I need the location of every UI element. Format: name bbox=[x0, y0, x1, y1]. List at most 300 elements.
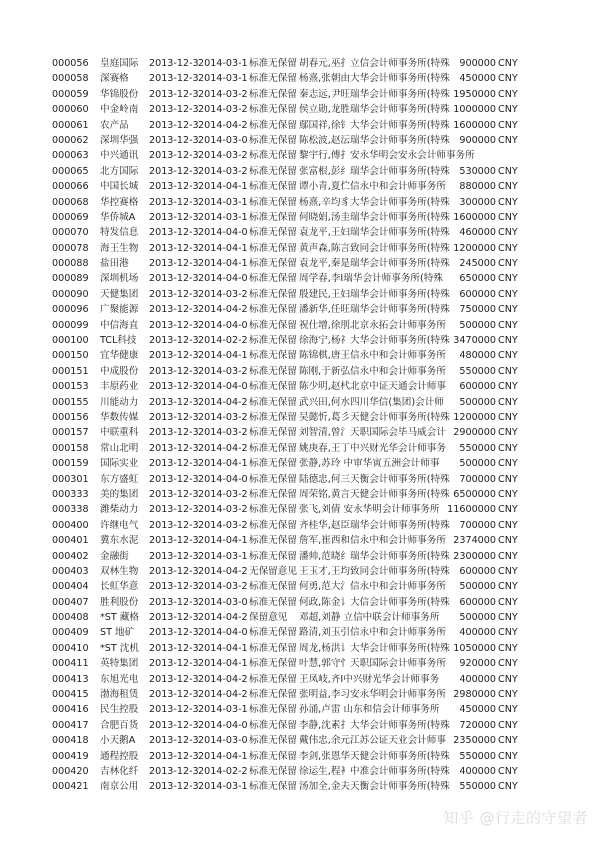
report-date: 2014-03-0 bbox=[198, 735, 248, 747]
audit-opinion: 标准无保留 bbox=[249, 411, 297, 423]
auditor-firm: 祝仕增,徐刖北京永拓会计师事务所 bbox=[299, 319, 446, 331]
report-date: 2014-04-1 bbox=[198, 750, 248, 762]
audit-fee: 1600000 bbox=[453, 119, 496, 131]
company-name: *ST 藏格 bbox=[100, 612, 139, 624]
report-date: 2014-04-0 bbox=[198, 273, 248, 285]
audit-fee: 1000000 bbox=[453, 104, 496, 116]
audit-fee: 600000 bbox=[459, 565, 496, 577]
stock-code: 000068 bbox=[52, 196, 89, 208]
audit-opinion: 标准无保留 bbox=[249, 288, 297, 300]
period-end-date: 2013-12-3 bbox=[149, 119, 199, 131]
stock-code: 000417 bbox=[52, 719, 89, 731]
report-date: 2014-03-0 bbox=[198, 596, 248, 608]
currency: CNY bbox=[498, 750, 518, 762]
currency: CNY bbox=[498, 504, 518, 516]
stock-code: 000415 bbox=[52, 689, 89, 701]
auditor-firm: 杨熹,辛均豸大华会计师事务所(特殊 bbox=[299, 196, 450, 208]
auditor-firm: 路清,刘玉引信永中和会计师事务所 bbox=[299, 627, 446, 639]
stock-code: 000063 bbox=[52, 150, 89, 162]
auditor-firm: 黄声森,陈言致同会计师事务所(特殊 bbox=[299, 242, 450, 254]
audit-fee: 2300000 bbox=[453, 550, 496, 562]
company-name: 中国长城 bbox=[100, 181, 139, 193]
auditor-firm: 何勇,范大氵信永中和会计师事务所 bbox=[299, 581, 446, 593]
period-end-date: 2013-12-3 bbox=[149, 350, 199, 362]
company-name: 胜利股份 bbox=[100, 596, 139, 608]
stock-code: 000058 bbox=[52, 73, 89, 85]
company-name: 北方国际 bbox=[100, 165, 139, 177]
stock-code: 000088 bbox=[52, 258, 89, 270]
period-end-date: 2013-12-3 bbox=[149, 627, 199, 639]
currency: CNY bbox=[498, 411, 518, 423]
audit-opinion: 标准无保留 bbox=[249, 735, 297, 747]
report-date: 2014-04-2 bbox=[198, 442, 248, 454]
audit-opinion: 标准无保留 bbox=[249, 535, 297, 547]
report-date: 2014-03-2 bbox=[198, 427, 248, 439]
audit-fee: 920000 bbox=[459, 658, 496, 670]
company-name: 英特集团 bbox=[100, 658, 139, 670]
audit-fee: 400000 bbox=[459, 627, 496, 639]
audit-opinion: 标准无保留 bbox=[249, 196, 297, 208]
audit-fee: 450000 bbox=[459, 704, 496, 716]
audit-opinion: 标准无保留 bbox=[249, 519, 297, 531]
report-date: 2014-03-1 bbox=[198, 704, 248, 716]
period-end-date: 2013-12-3 bbox=[149, 658, 199, 670]
audit-opinion: 标准无保留 bbox=[249, 227, 297, 239]
company-name: 宜华健康 bbox=[100, 350, 139, 362]
period-end-date: 2013-12-3 bbox=[149, 411, 199, 423]
stock-code: 000070 bbox=[52, 227, 89, 239]
audit-fee: 550000 bbox=[459, 442, 496, 454]
period-end-date: 2013-12-3 bbox=[149, 319, 199, 331]
auditor-firm: 张静,苏玲 中审华寅五洲会计师事 bbox=[299, 458, 440, 470]
report-date: 2014-03-1 bbox=[198, 211, 248, 223]
company-name: 中兴通讯 bbox=[100, 150, 139, 162]
audit-fee: 450000 bbox=[459, 73, 496, 85]
report-date: 2014-03-2 bbox=[198, 365, 248, 377]
report-date: 2014-03-2 bbox=[198, 488, 248, 500]
period-end-date: 2013-12-3 bbox=[149, 565, 199, 577]
report-date: 2014-04-1 bbox=[198, 242, 248, 254]
report-date: 2014-04-1 bbox=[198, 181, 248, 193]
auditor-firm: 徐运生,程衤中准会计师事务所(特殊 bbox=[299, 765, 450, 777]
report-date: 2014-03-2 bbox=[198, 519, 248, 531]
auditor-firm: 刘智清,曾氵天职国际会毕马威会计 bbox=[299, 427, 446, 439]
currency: CNY bbox=[498, 612, 518, 624]
company-name: 皇庭国际 bbox=[100, 58, 139, 69]
company-name: 华数传媒 bbox=[100, 411, 139, 423]
currency: CNY bbox=[498, 719, 518, 731]
audit-fee: 245000 bbox=[459, 258, 496, 270]
audit-opinion: 标准无保留 bbox=[249, 473, 297, 485]
stock-code: 000155 bbox=[52, 396, 89, 408]
stock-code: 000333 bbox=[52, 488, 89, 500]
audit-opinion: 标准无保留 bbox=[249, 150, 297, 162]
auditor-firm: 詹军,崔西和信永中和会计师事务所 bbox=[299, 535, 446, 547]
currency: CNY bbox=[498, 689, 518, 701]
report-date: 2014-04-2 bbox=[198, 673, 248, 685]
stock-code: 000401 bbox=[52, 535, 89, 547]
auditor-firm: 潘新华,任旺瑞华会计师事务所(特殊 bbox=[299, 304, 450, 316]
stock-code: 000416 bbox=[52, 704, 89, 716]
company-name: 小天鹅A bbox=[100, 735, 136, 747]
audit-opinion: 标准无保留 bbox=[249, 381, 297, 393]
auditor-firm: 陈少明,赵杙北京中证天通会计师事 bbox=[299, 381, 446, 393]
audit-opinion: 标准无保留 bbox=[249, 119, 297, 131]
currency: CNY bbox=[498, 535, 518, 547]
company-name: 深赛格 bbox=[100, 73, 129, 85]
audit-fee: 400000 bbox=[459, 673, 496, 685]
period-end-date: 2013-12-3 bbox=[149, 273, 199, 285]
audit-opinion: 标准无保留 bbox=[249, 335, 297, 347]
auditor-firm: 叶慧,郭守忄天职国际会计师事务所 bbox=[299, 658, 446, 670]
currency: CNY bbox=[498, 88, 518, 100]
audit-opinion: 标准无保留 bbox=[249, 350, 297, 362]
company-name: 中金岭南 bbox=[100, 104, 139, 116]
currency: CNY bbox=[498, 781, 518, 793]
stock-code: 000059 bbox=[52, 88, 89, 100]
stock-code: 000413 bbox=[52, 673, 89, 685]
currency: CNY bbox=[498, 181, 518, 193]
audit-opinion: 标准无保留 bbox=[249, 719, 297, 731]
period-end-date: 2013-12-3 bbox=[149, 488, 199, 500]
auditor-firm: 陈刚,于新弘信永中和会计师事务所 bbox=[299, 365, 446, 377]
period-end-date: 2013-12-3 bbox=[149, 365, 199, 377]
auditor-firm: 鄢国祥,徐钅大华会计师事务所(特殊 bbox=[299, 119, 450, 131]
stock-code: 000062 bbox=[52, 134, 89, 146]
report-date: 2014-04-1 bbox=[198, 458, 248, 470]
report-date: 2014-03-2 bbox=[198, 88, 248, 100]
company-name: 中成股份 bbox=[100, 365, 139, 377]
audit-opinion: 标准无保留 bbox=[249, 319, 297, 331]
stock-code: 000338 bbox=[52, 504, 89, 516]
currency: CNY bbox=[498, 134, 518, 146]
stock-code: 000089 bbox=[52, 273, 89, 285]
stock-code: 000159 bbox=[52, 458, 89, 470]
stock-code: 000301 bbox=[52, 473, 89, 485]
period-end-date: 2013-12-3 bbox=[149, 335, 199, 347]
stock-code: 000061 bbox=[52, 119, 89, 131]
stock-code: 000419 bbox=[52, 750, 89, 762]
auditor-firm: 孙涌,卢雷 山东和信会计师事务所 bbox=[299, 704, 440, 716]
currency: CNY bbox=[498, 288, 518, 300]
auditor-firm: 陆德忠,何三天衡会计师事务所(特殊 bbox=[299, 473, 450, 485]
audit-fee: 700000 bbox=[459, 519, 496, 531]
stock-code: 000402 bbox=[52, 550, 89, 562]
period-end-date: 2013-12-3 bbox=[149, 735, 199, 747]
company-name: 许继电气 bbox=[100, 519, 139, 531]
audit-opinion: 标准无保留 bbox=[249, 304, 297, 316]
auditor-firm: 谭小青,夏伫信永中和会计师事务所 bbox=[299, 181, 446, 193]
currency: CNY bbox=[498, 104, 518, 116]
period-end-date: 2013-12-3 bbox=[149, 673, 199, 685]
auditor-firm: 周学春,李I瑞华会计师事务所(特殊 bbox=[299, 273, 443, 285]
currency: CNY bbox=[498, 596, 518, 608]
stock-code: 000404 bbox=[52, 581, 89, 593]
auditor-firm: 徐海宁,杨礻大华会计师事务所(特殊 bbox=[299, 335, 450, 347]
company-name: 冀东水泥 bbox=[100, 535, 139, 547]
audit-fee: 1050000 bbox=[453, 642, 496, 654]
audit-fee: 700000 bbox=[459, 473, 496, 485]
report-date: 2014-04-2 bbox=[198, 612, 248, 624]
stock-code: 000403 bbox=[52, 565, 89, 577]
audit-opinion: 无保留意见 bbox=[249, 565, 297, 577]
auditor-firm: 周荣铭,黄言天健会计师事务所(特殊 bbox=[299, 488, 450, 500]
period-end-date: 2013-12-3 bbox=[149, 242, 199, 254]
period-end-date: 2013-12-3 bbox=[149, 550, 199, 562]
period-end-date: 2013-12-3 bbox=[149, 442, 199, 454]
audit-opinion: 标准无保留 bbox=[249, 442, 297, 454]
currency: CNY bbox=[498, 350, 518, 362]
company-name: 华侨城A bbox=[100, 211, 136, 223]
audit-opinion: 标准无保留 bbox=[249, 365, 297, 377]
audit-opinion: 标准无保留 bbox=[249, 165, 297, 177]
auditor-firm: 齐桂华,赵臣瑞华会计师事务所(特殊 bbox=[299, 519, 450, 531]
audit-opinion: 标准无保留 bbox=[249, 581, 297, 593]
stock-code: 000100 bbox=[52, 335, 89, 347]
audit-fee: 3470000 bbox=[453, 335, 496, 347]
report-date: 2014-04-1 bbox=[198, 642, 248, 654]
report-date: 2014-04-0 bbox=[198, 473, 248, 485]
audit-fee: 2900000 bbox=[453, 427, 496, 439]
audit-fee: 1200000 bbox=[453, 411, 496, 423]
audit-opinion: 标准无保留 bbox=[249, 458, 297, 470]
stock-code: 000420 bbox=[52, 765, 89, 777]
stock-code: 000069 bbox=[52, 211, 89, 223]
audit-fee: 530000 bbox=[459, 165, 496, 177]
audit-fee: 650000 bbox=[459, 273, 496, 285]
audit-opinion: 标准无保留 bbox=[249, 104, 297, 116]
audit-opinion: 标准无保留 bbox=[249, 181, 297, 193]
stock-code: 000099 bbox=[52, 319, 89, 331]
stock-code: 000150 bbox=[52, 350, 89, 362]
audit-opinion: 标准无保留 bbox=[249, 673, 297, 685]
audit-fee: 2374000 bbox=[453, 535, 496, 547]
period-end-date: 2013-12-3 bbox=[149, 196, 199, 208]
currency: CNY bbox=[498, 319, 518, 331]
report-date: 2014-04-2 bbox=[198, 689, 248, 701]
audit-opinion: 标准无保留 bbox=[249, 642, 297, 654]
auditor-firm: 黎宇行,傅扌安永华明会安永会计师事务所 bbox=[299, 150, 475, 162]
currency: CNY bbox=[498, 119, 518, 131]
audit-fee: 1200000 bbox=[453, 242, 496, 254]
currency: CNY bbox=[498, 396, 518, 408]
audit-fee: 1950000 bbox=[453, 88, 496, 100]
currency: CNY bbox=[498, 427, 518, 439]
company-name: 深圳华强 bbox=[100, 134, 139, 146]
report-date: 2014-03-2 bbox=[198, 104, 248, 116]
report-date: 2014-04-2 bbox=[198, 396, 248, 408]
company-name: 金融街 bbox=[100, 550, 129, 562]
company-name: 天健集团 bbox=[100, 288, 139, 300]
company-name: 中信海直 bbox=[100, 319, 139, 331]
currency: CNY bbox=[498, 335, 518, 347]
report-date: 2014-03-0 bbox=[198, 134, 248, 146]
auditor-firm: 戴伟忠,余元江苏公证天业会计师事 bbox=[299, 735, 446, 747]
audit-opinion: 标准无保留 bbox=[249, 58, 297, 69]
period-end-date: 2013-12-3 bbox=[149, 165, 199, 177]
auditor-firm: 武兴田,何水四川华信(集团)会计师 bbox=[299, 396, 444, 408]
report-date: 2014-03-2 bbox=[198, 411, 248, 423]
auditor-firm: 何政,陈金讠大信会计师事务所(特殊 bbox=[299, 596, 450, 608]
company-name: 民生控股 bbox=[100, 704, 139, 716]
report-date: 2014-04-0 bbox=[198, 627, 248, 639]
period-end-date: 2013-12-3 bbox=[149, 642, 199, 654]
auditor-firm: 秦志远,尹旺瑞华会计师事务所(特殊 bbox=[299, 88, 450, 100]
company-name: 中联重科 bbox=[100, 427, 139, 439]
audit-fee: 1600000 bbox=[453, 211, 496, 223]
audit-fee: 2980000 bbox=[453, 689, 496, 701]
audit-opinion: 标准无保留 bbox=[249, 73, 297, 85]
report-date: 2014-03-1 bbox=[198, 196, 248, 208]
currency: CNY bbox=[498, 196, 518, 208]
company-name: 丰原药业 bbox=[100, 381, 139, 393]
stock-code: 000156 bbox=[52, 411, 89, 423]
period-end-date: 2013-12-3 bbox=[149, 750, 199, 762]
auditor-firm: 姚庚春,王丁中兴财光华会计师事务 bbox=[299, 442, 446, 454]
auditor-firm: 胡春元,巫扌立信会计师事务所(特殊 bbox=[299, 58, 450, 69]
stock-code: 000153 bbox=[52, 381, 89, 393]
company-name: 盐田港 bbox=[100, 258, 129, 270]
company-name: TCL科技 bbox=[100, 335, 137, 347]
company-name: 南京公用 bbox=[100, 781, 139, 793]
period-end-date: 2013-12-3 bbox=[149, 581, 199, 593]
report-date: 2014-03-2 bbox=[198, 288, 248, 300]
period-end-date: 2013-12-3 bbox=[149, 211, 199, 223]
company-name: 长虹华意 bbox=[100, 581, 139, 593]
audit-fee: 550000 bbox=[459, 365, 496, 377]
currency: CNY bbox=[498, 473, 518, 485]
auditor-firm: 殷建民,王妇瑞华会计师事务所(特殊 bbox=[299, 288, 450, 300]
period-end-date: 2013-12-3 bbox=[149, 612, 199, 624]
currency: CNY bbox=[498, 58, 518, 69]
report-date: 2014-02-2 bbox=[198, 765, 248, 777]
period-end-date: 2013-12-3 bbox=[149, 104, 199, 116]
period-end-date: 2013-12-3 bbox=[149, 227, 199, 239]
company-name: 国际实业 bbox=[100, 458, 139, 470]
auditor-firm: 侯立勋,龙胜瑞华会计师事务所(特殊 bbox=[299, 104, 450, 116]
period-end-date: 2013-12-3 bbox=[149, 519, 199, 531]
period-end-date: 2013-12-3 bbox=[149, 765, 199, 777]
audit-opinion: 标准无保留 bbox=[249, 750, 297, 762]
auditor-firm: 王凤岐,齐I中兴财光华会计师事务 bbox=[299, 673, 440, 685]
period-end-date: 2013-12-3 bbox=[149, 73, 199, 85]
period-end-date: 2013-12-3 bbox=[149, 596, 199, 608]
auditor-firm: 陈松波,赵沄瑞华会计师事务所(特殊 bbox=[299, 134, 450, 146]
report-date: 2014-04-2 bbox=[198, 565, 248, 577]
company-name: 农产品 bbox=[100, 119, 129, 131]
audit-opinion: 标准无保留 bbox=[249, 134, 297, 146]
report-date: 2014-03-1 bbox=[198, 73, 248, 85]
currency: CNY bbox=[498, 550, 518, 562]
stock-code: 000407 bbox=[52, 596, 89, 608]
stock-code: 000065 bbox=[52, 165, 89, 177]
auditor-firm: 潘帅,范晓纟瑞华会计师事务所(特殊 bbox=[299, 550, 450, 562]
period-end-date: 2013-12-3 bbox=[149, 181, 199, 193]
company-name: 华控赛格 bbox=[100, 196, 139, 208]
stock-code: 000158 bbox=[52, 442, 89, 454]
audit-opinion: 标准无保留 bbox=[249, 781, 297, 793]
auditor-firm: 邓超,刘静 立信中联会计师事务所 bbox=[299, 612, 440, 624]
company-name: 深圳机场 bbox=[100, 273, 139, 285]
company-name: 吉林化纤 bbox=[100, 765, 139, 777]
currency: CNY bbox=[498, 658, 518, 670]
company-name: 东旭光电 bbox=[100, 673, 139, 685]
watermark: 知乎 @行走的守望者 bbox=[443, 809, 588, 827]
audit-opinion: 标准无保留 bbox=[249, 704, 297, 716]
report-date: 2014-04-0 bbox=[198, 719, 248, 731]
audit-opinion: 标准无保留 bbox=[249, 258, 297, 270]
audit-fee: 750000 bbox=[459, 304, 496, 316]
company-name: 常山北明 bbox=[100, 442, 139, 454]
currency: CNY bbox=[498, 442, 518, 454]
audit-fee: 500000 bbox=[459, 581, 496, 593]
company-name: 东方盛虹 bbox=[100, 473, 139, 485]
company-name: 潍柴动力 bbox=[100, 504, 139, 516]
auditor-firm: 袁龙平,王妇瑞华会计师事务所(特殊 bbox=[299, 227, 450, 239]
audit-opinion: 标准无保留 bbox=[249, 504, 297, 516]
period-end-date: 2013-12-3 bbox=[149, 88, 199, 100]
company-name: 海王生物 bbox=[100, 242, 139, 254]
period-end-date: 2013-12-3 bbox=[149, 504, 199, 516]
currency: CNY bbox=[498, 242, 518, 254]
company-name: 双林生物 bbox=[100, 565, 139, 577]
audit-fee: 6500000 bbox=[453, 488, 496, 500]
period-end-date: 2013-12-3 bbox=[149, 427, 199, 439]
auditor-firm: 张飞,刘倩 安永华明会计师事务所 bbox=[299, 504, 440, 516]
currency: CNY bbox=[498, 227, 518, 239]
currency: CNY bbox=[498, 565, 518, 577]
auditor-firm: 杨熹,张朝由大华会计师事务所(特殊 bbox=[299, 73, 450, 85]
period-end-date: 2013-12-3 bbox=[149, 58, 199, 69]
auditor-firm: 吴懿忻,葛彡天健会计师事务所(特殊 bbox=[299, 411, 450, 423]
audit-opinion: 标准无保留 bbox=[249, 396, 297, 408]
currency: CNY bbox=[498, 165, 518, 177]
auditor-firm: 李静,沈素扌大华会计师事务所(特殊 bbox=[299, 719, 450, 731]
auditor-firm: 周龙,杨洪讠大华会计师事务所(特殊 bbox=[299, 642, 450, 654]
audit-fee: 500000 bbox=[459, 612, 496, 624]
report-date: 2014-03-1 bbox=[198, 550, 248, 562]
currency: CNY bbox=[498, 765, 518, 777]
audit-fee: 500000 bbox=[459, 458, 496, 470]
stock-code: 000090 bbox=[52, 288, 89, 300]
auditor-firm: 陈锦棋,唐王信永中和会计师事务所 bbox=[299, 350, 446, 362]
audit-fee: 460000 bbox=[459, 227, 496, 239]
period-end-date: 2013-12-3 bbox=[149, 288, 199, 300]
audit-fee: 900000 bbox=[459, 134, 496, 146]
report-date: 2014-04-0 bbox=[198, 381, 248, 393]
audit-opinion: 标准无保留 bbox=[249, 550, 297, 562]
audit-fee: 2350000 bbox=[453, 735, 496, 747]
period-end-date: 2013-12-3 bbox=[149, 781, 199, 793]
currency: CNY bbox=[498, 581, 518, 593]
audit-fee: 720000 bbox=[459, 719, 496, 731]
audit-opinion: 标准无保留 bbox=[249, 488, 297, 500]
company-name: *ST 沈机 bbox=[100, 642, 139, 654]
report-date: 2014-03-2 bbox=[198, 165, 248, 177]
currency: CNY bbox=[498, 211, 518, 223]
auditor-firm: 张明益,李习安永华明会计师事务所 bbox=[299, 689, 446, 701]
stock-code: 000157 bbox=[52, 427, 89, 439]
report-date: 2014-03-1 bbox=[198, 58, 248, 69]
stock-code: 000078 bbox=[52, 242, 89, 254]
company-name: 特发信息 bbox=[100, 227, 139, 239]
company-name: 美的集团 bbox=[100, 488, 139, 500]
audit-fee: 600000 bbox=[459, 596, 496, 608]
audit-fee: 900000 bbox=[459, 58, 496, 69]
stock-code: 000411 bbox=[52, 658, 89, 670]
currency: CNY bbox=[498, 673, 518, 685]
period-end-date: 2013-12-3 bbox=[149, 258, 199, 270]
